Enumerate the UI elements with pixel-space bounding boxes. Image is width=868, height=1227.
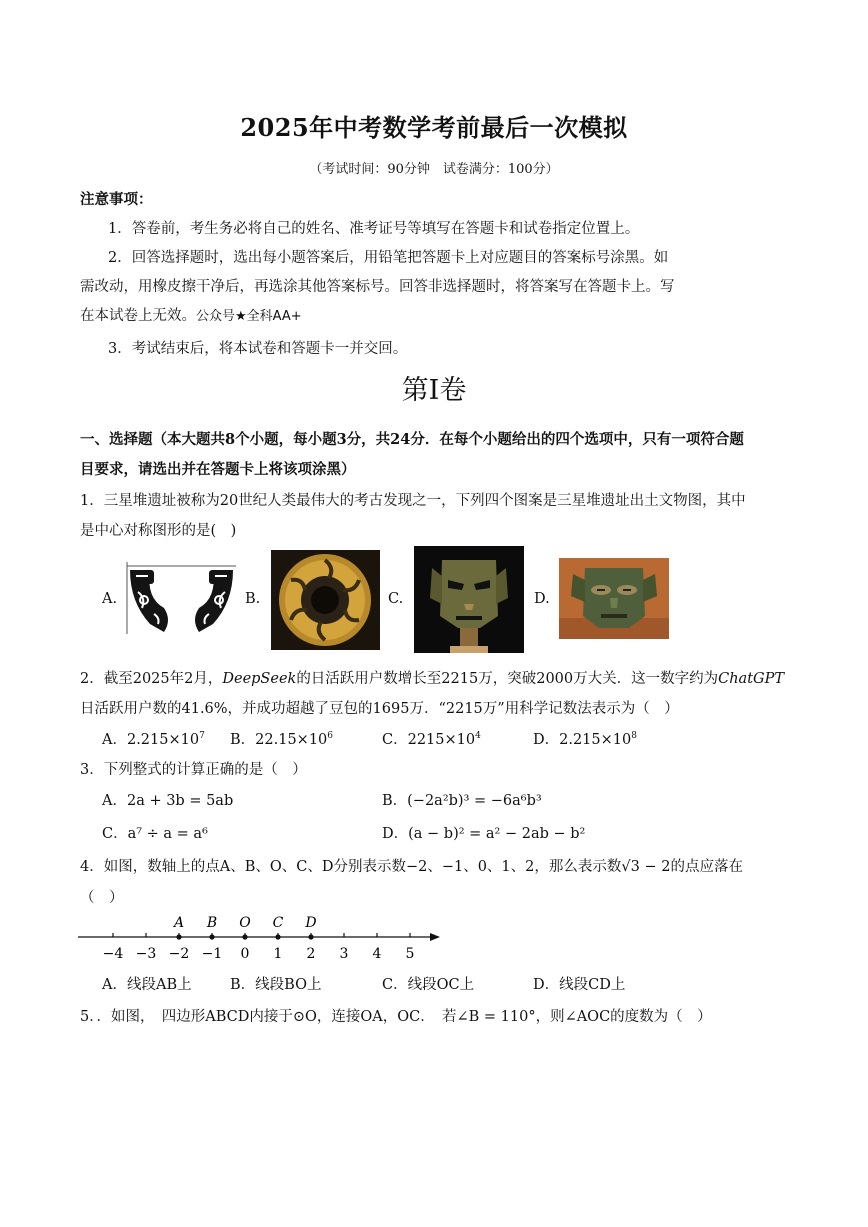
q2-text-c: 的日活跃用户数增长至2215万，突破2000万大关．这一数字约为	[296, 671, 719, 687]
q2-option-c	[382, 728, 481, 749]
number-line-point	[308, 934, 313, 939]
number-line-point-label: C	[272, 915, 284, 931]
q2-option-a-text: A．2.215×10	[102, 732, 200, 748]
exam-title: 2025年中考数学考前最后一次模拟	[240, 113, 628, 142]
number-line-tick-label: 3	[339, 946, 349, 962]
q3-option-b: B．(−2a²b)³ = −6a⁶b³	[382, 793, 542, 809]
number-line-tick-label: 5	[405, 946, 415, 962]
notice-heading: 注意事项：	[80, 191, 153, 208]
q2-option-a	[102, 728, 205, 749]
q2-option-b	[230, 728, 333, 749]
q2-option-c-text: C．2215×10	[382, 732, 476, 748]
notice-item-2-line-2: 需改动，用橡皮擦干净后，再选涂其他答案标号。回答非选择题时，将答案写在答题卡上。写	[80, 279, 675, 295]
number-line-tick-label: 0	[240, 946, 250, 962]
q2-deepseek: DeepSeek	[222, 671, 297, 687]
number-line-point	[242, 934, 247, 939]
number-line-tick-label: −3	[135, 946, 157, 962]
number-line	[78, 910, 448, 962]
number-line-point	[176, 934, 181, 939]
number-line-tick-label: −4	[102, 946, 124, 962]
number-line-point-label: B	[206, 915, 218, 931]
q2-line-1	[80, 667, 784, 688]
number-line-tick-label: 1	[273, 946, 283, 962]
q2-option-b-text: B．22.15×10	[230, 732, 328, 748]
q1-line-2: 是中心对称图形的是( )	[80, 523, 237, 539]
volume-title: 第Ⅰ卷	[401, 375, 467, 406]
artifact-image-a	[124, 562, 239, 638]
q4-line-2: （ ）	[80, 890, 124, 906]
notice-item-3: 3．考试结束后，将本试卷和答题卡一并交回。	[108, 341, 408, 357]
q2-line-2: 日活跃用户数的41.6%，并成功超越了豆包的1695万．“2215万”用科学记数法表示为（ ）	[80, 701, 679, 717]
number-line-tick-label: 2	[306, 946, 316, 962]
number-line-tick-label: −1	[201, 946, 223, 962]
q3-option-c: C．a⁷ ÷ a = a⁶	[102, 826, 208, 842]
exam-subtitle: （考试时间：90分钟 试卷满分：100分）	[309, 162, 559, 177]
notice-item-2-text: 在本试卷上无效。	[80, 308, 196, 324]
q4-line-1: 4．如图，数轴上的点A、B、O、C、D分别表示数−2、−1、0、1、2，那么表示数√3 − 2的点应落在	[80, 859, 743, 875]
number-line-arrow	[430, 933, 440, 941]
q1-label-b: B.	[245, 591, 261, 607]
number-line-point-label: O	[239, 915, 251, 931]
q4-option-d: D．线段CD上	[533, 977, 626, 993]
q2-option-d	[533, 728, 637, 749]
watermark-text: 公众号★全科AA+	[196, 309, 302, 324]
notice-item-2-line-3	[80, 304, 302, 325]
q4-option-b: B．线段BO上	[230, 977, 322, 993]
q2-option-b-exp: 6	[327, 731, 334, 742]
section-1-line-1: 一、选择题（本大题共8个小题，每小题3分，共24分．在每个小题给出的四个选项中，只有一项符合题	[80, 431, 744, 448]
q2-option-a-exp: 7	[199, 731, 205, 742]
q1-line-1: 1．三星堆遗址被称为20世纪人类最伟大的考古发现之一，下列四个图案是三星堆遗址出土文物图，其中	[80, 493, 746, 509]
artifact-image-b	[271, 550, 380, 650]
number-line-point	[209, 934, 214, 939]
q5-stem: 5．．如图， 四边形ABCD内接于⊙O，连接OA，OC． 若∠B = 110°，则∠AOC的度数为（ ）	[80, 1009, 712, 1025]
q4-option-c: C．线段OC上	[382, 977, 475, 993]
q3-option-a: A．2a + 3b = 5ab	[102, 793, 234, 809]
notice-item-1: 1．答卷前，考生务必将自己的姓名、准考证号等填写在答题卡和试卷指定位置上。	[108, 221, 640, 237]
number-line-tick-label: −2	[168, 946, 190, 962]
q1-label-c: C.	[388, 591, 404, 607]
q1-label-a: A.	[102, 591, 118, 607]
q2-option-d-text: D．2.215×10	[533, 732, 632, 748]
q1-label-d: D.	[534, 591, 550, 607]
q2-text-a: 2．截至2025年2月，	[80, 671, 223, 687]
q2-option-c-exp: 4	[475, 731, 481, 742]
artifact-image-d	[559, 558, 669, 639]
q2-chatgpt: ChatGPT	[718, 671, 785, 687]
q4-option-a: A．线段AB上	[102, 977, 192, 993]
number-line-point-label: D	[305, 915, 317, 931]
q3-stem: 3．下列整式的计算正确的是（ ）	[80, 762, 307, 778]
number-line-point	[275, 934, 280, 939]
number-line-tick-label: 4	[372, 946, 382, 962]
notice-item-2-line-1: 2．回答选择题时，选出每小题答案后，用铅笔把答题卡上对应题目的答案标号涂黑。如	[108, 250, 669, 266]
q2-option-d-exp: 8	[631, 731, 637, 742]
section-1-line-2: 目要求，请选出并在答题卡上将该项涂黑）	[80, 461, 356, 478]
q3-option-d: D．(a − b)² = a² − 2ab − b²	[382, 826, 586, 842]
artifact-image-c	[414, 546, 524, 653]
number-line-point-label: A	[173, 915, 185, 931]
